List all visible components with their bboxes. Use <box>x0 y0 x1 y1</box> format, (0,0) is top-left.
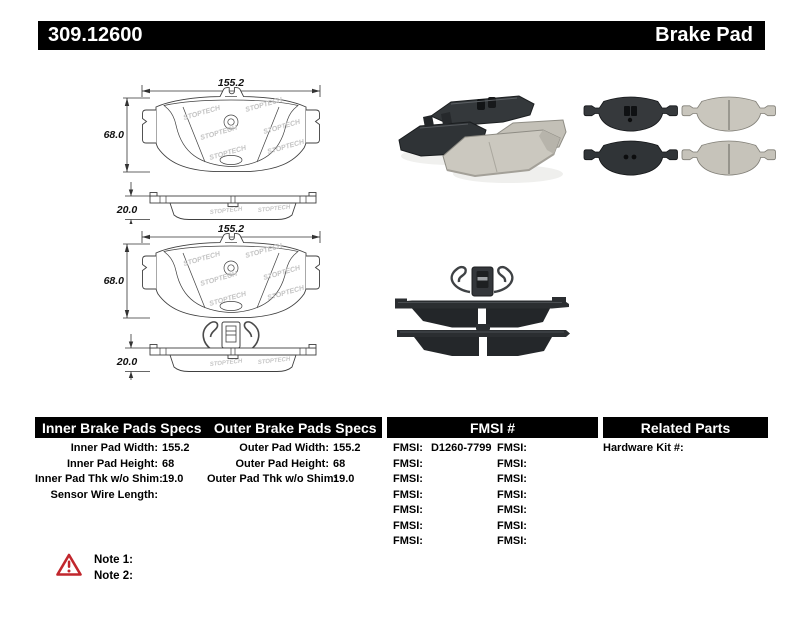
note-row <box>94 552 133 568</box>
fmsi-value: D1260-7799 <box>430 442 492 454</box>
fmsi-label: FMSI: <box>497 519 527 532</box>
pad-back-with-clips <box>584 97 678 131</box>
spec-value: 68 <box>333 457 346 470</box>
title-bar <box>38 21 765 50</box>
technical-drawing-top <box>98 74 343 224</box>
technical-drawing-bottom <box>98 220 343 380</box>
fmsi-label: FMSI: <box>393 442 423 454</box>
fmsi-label: FMSI: <box>497 457 527 470</box>
svg-text:STOPTECH: STOPTECH <box>208 290 248 308</box>
outer-specs-column <box>207 441 385 488</box>
fmsi-row <box>393 472 492 488</box>
spec-value: 155.2 <box>333 442 361 454</box>
fmsi-column-2 <box>497 441 535 550</box>
related-parts-title: Related Parts <box>640 419 731 436</box>
retaining-clip-drawing <box>203 322 258 350</box>
fmsi-label: FMSI: <box>393 504 423 516</box>
fmsi-label: FMSI: <box>393 457 423 470</box>
spec-row <box>35 441 205 457</box>
warning-triangle-icon <box>56 553 82 577</box>
fmsi-row <box>497 503 535 519</box>
svg-text:STOPTECH: STOPTECH <box>199 124 239 142</box>
spec-label: Outer Pad Width: <box>239 442 329 454</box>
svg-text:STOPTECH: STOPTECH <box>182 250 222 268</box>
thickness-dimension <box>116 182 150 224</box>
svg-text:STOPTECH: STOPTECH <box>257 204 291 214</box>
svg-text:STOPTECH: STOPTECH <box>209 358 243 368</box>
svg-text:STOPTECH: STOPTECH <box>244 96 284 114</box>
svg-text:STOPTECH: STOPTECH <box>266 284 306 302</box>
height-dim-label: 68.0 <box>103 275 124 287</box>
fmsi-label: FMSI: <box>497 488 527 501</box>
part-number: 309.12600 <box>48 24 143 46</box>
fmsi-row <box>393 534 492 550</box>
fmsi-label: FMSI: <box>393 473 423 485</box>
note-row <box>94 568 133 584</box>
pad-side-view <box>150 193 316 220</box>
width-dim-label: 155.2 <box>217 77 245 89</box>
spec-label: Sensor Wire Length: <box>50 488 158 501</box>
spec-row <box>35 472 205 488</box>
related-label: Hardware Kit #: <box>603 442 684 454</box>
pad-back-plain <box>584 141 678 175</box>
svg-text:STOPTECH: STOPTECH <box>262 264 302 282</box>
spec-label: Outer Pad Thk w/o Shim: <box>207 473 338 485</box>
note-label: Note 2: <box>94 570 133 582</box>
left-ear <box>143 110 157 143</box>
spec-row <box>207 457 385 473</box>
fmsi-label: FMSI: <box>393 535 423 547</box>
outer-specs-title: Outer Brake Pads Specs <box>213 419 377 436</box>
fmsi-row <box>497 534 535 550</box>
pad-specs-header-bar <box>35 417 382 438</box>
fmsi-row <box>497 488 535 504</box>
fmsi-row <box>393 441 492 457</box>
fmsi-row <box>393 488 492 504</box>
note-label: Note 1: <box>94 554 133 566</box>
width-dim-label: 155.2 <box>217 223 245 235</box>
spec-value: 19.0 <box>162 473 184 485</box>
thickness-dim-label: 20.0 <box>116 356 138 368</box>
fmsi-row <box>393 519 492 535</box>
svg-text:STOPTECH: STOPTECH <box>199 270 239 288</box>
svg-text:STOPTECH: STOPTECH <box>266 138 306 156</box>
pad-front-view <box>143 88 320 172</box>
spec-row <box>207 441 385 457</box>
fmsi-column-1 <box>393 441 492 550</box>
fmsi-header-bar <box>387 417 598 438</box>
spec-value: 155.2 <box>162 442 190 454</box>
fmsi-row <box>393 503 492 519</box>
fmsi-row <box>497 519 535 535</box>
fmsi-row <box>497 441 535 457</box>
thickness-dim-label: 20.0 <box>116 204 138 216</box>
related-row <box>603 441 692 457</box>
fmsi-row <box>393 457 492 473</box>
spring-clip-photo <box>452 267 513 296</box>
svg-text:STOPTECH: STOPTECH <box>262 118 302 136</box>
fmsi-row <box>497 457 535 473</box>
height-dim-label: 68.0 <box>103 129 124 141</box>
spec-row <box>207 472 385 488</box>
product-photo-edge <box>392 262 572 357</box>
spec-value: 19.0 <box>333 473 355 485</box>
fmsi-label: FMSI: <box>497 504 527 516</box>
inner-specs-column <box>35 441 205 503</box>
spec-label: Inner Pad Height: <box>66 457 158 470</box>
inner-specs-title: Inner Brake Pads Specs <box>41 419 202 436</box>
product-photo-angled <box>393 92 568 192</box>
fmsi-label: FMSI: <box>393 488 423 501</box>
product-photo-grid <box>583 93 776 183</box>
fmsi-label: FMSI: <box>393 519 423 532</box>
fmsi-label: FMSI: <box>497 442 527 454</box>
svg-text:STOPTECH: STOPTECH <box>208 144 248 162</box>
related-parts-header-bar <box>603 417 768 438</box>
notes-block <box>94 552 133 584</box>
left-ear <box>143 256 157 289</box>
svg-text:STOPTECH: STOPTECH <box>209 206 243 216</box>
fmsi-label: FMSI: <box>497 535 527 547</box>
spec-value: 68 <box>162 457 175 470</box>
pad-edge-top <box>395 297 569 328</box>
pad-side-view <box>150 345 316 372</box>
pad-front-view <box>143 234 320 318</box>
fmsi-label: FMSI: <box>497 473 527 485</box>
svg-text:STOPTECH: STOPTECH <box>182 104 222 122</box>
spec-row <box>35 457 205 473</box>
right-ear <box>306 110 320 143</box>
fmsi-title: FMSI # <box>469 419 516 436</box>
spec-row <box>35 488 205 504</box>
svg-text:STOPTECH: STOPTECH <box>244 242 284 260</box>
right-ear <box>306 256 320 289</box>
thickness-dimension <box>116 334 150 380</box>
related-parts-column <box>603 441 692 457</box>
spec-label: Inner Pad Width: <box>70 442 158 454</box>
product-name: Brake Pad <box>655 24 753 46</box>
pad-edge-bottom <box>397 324 570 356</box>
fmsi-row <box>497 472 535 488</box>
svg-text:STOPTECH: STOPTECH <box>257 356 291 366</box>
spec-label: Inner Pad Thk w/o Shim: <box>35 473 163 485</box>
spec-label: Outer Pad Height: <box>235 457 329 470</box>
